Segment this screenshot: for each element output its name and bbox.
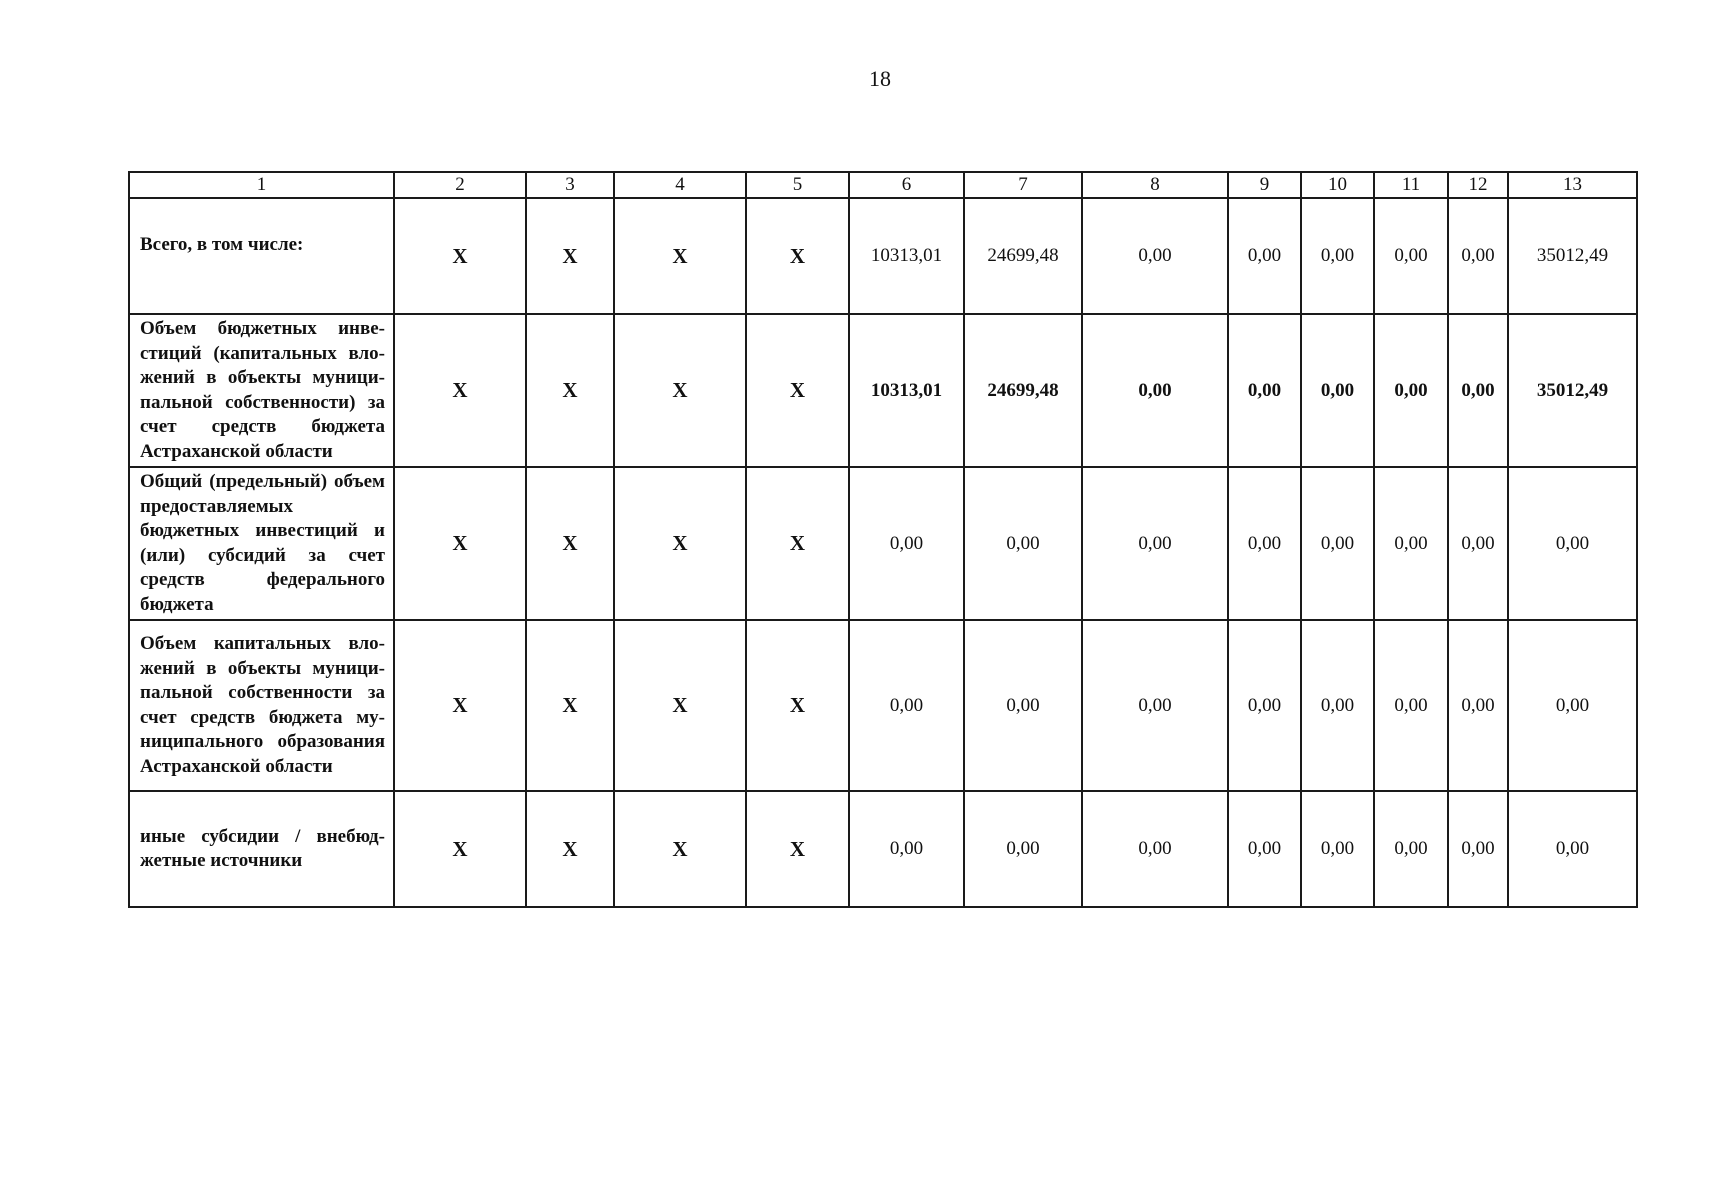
table-cell: 0,00: [1374, 198, 1448, 314]
table-row-federal-budget: [129, 467, 1637, 620]
table-cell: 35012,49: [1508, 314, 1637, 467]
column-header: 3: [526, 172, 614, 198]
table-cell: 10313,01: [849, 314, 964, 467]
column-header: 5: [746, 172, 849, 198]
header-row: [129, 172, 1637, 198]
table-cell: X: [614, 467, 746, 620]
table-cell: X: [614, 620, 746, 791]
table-cell: X: [614, 314, 746, 467]
table-cell: X: [614, 791, 746, 907]
table-cell: 0,00: [849, 467, 964, 620]
table-cell: 0,00: [1082, 791, 1228, 907]
table-cell: 0,00: [1301, 314, 1374, 467]
table-cell: 0,00: [964, 791, 1082, 907]
table-cell: 0,00: [1508, 467, 1637, 620]
table-row-regional-budget: [129, 314, 1637, 467]
table-cell: 0,00: [849, 791, 964, 907]
table-cell: 0,00: [1448, 620, 1508, 791]
table-cell: X: [746, 467, 849, 620]
table-cell: 24699,48: [964, 314, 1082, 467]
table-cell: 0,00: [1228, 620, 1301, 791]
table-cell: X: [746, 198, 849, 314]
column-header: 2: [394, 172, 526, 198]
table-cell: 24699,48: [964, 198, 1082, 314]
table-cell: X: [526, 791, 614, 907]
table-row-total: [129, 198, 1637, 314]
table-cell: 35012,49: [1508, 198, 1637, 314]
table-cell: X: [746, 620, 849, 791]
table-cell: 0,00: [1082, 198, 1228, 314]
row-label: Объем капитальных вложений в объекты муниципальной собственности за счет средств бюджета муниципального образования Астраханской области: [129, 620, 394, 791]
table-cell: 0,00: [1374, 620, 1448, 791]
column-header: 7: [964, 172, 1082, 198]
table-cell: 0,00: [1301, 467, 1374, 620]
row-label: Всего, в том числе:: [129, 198, 394, 314]
row-label: Объем бюджетных инвестиций (капитальных вложений в объекты муниципальной собственности) за счет средств бюджета Астраханской области: [129, 314, 394, 467]
row-label: иные субсидии / внебюджетные источники: [129, 791, 394, 907]
table-cell: 0,00: [849, 620, 964, 791]
table-cell: 0,00: [1082, 467, 1228, 620]
column-header: 1: [129, 172, 394, 198]
column-header: 10: [1301, 172, 1374, 198]
page-number: 18: [869, 66, 891, 91]
column-header: 9: [1228, 172, 1301, 198]
table-cell: 0,00: [1082, 314, 1228, 467]
table-cell: 0,00: [1448, 198, 1508, 314]
table-cell: 0,00: [1374, 791, 1448, 907]
table-cell: X: [746, 314, 849, 467]
table-cell: 0,00: [964, 620, 1082, 791]
table-cell: X: [394, 467, 526, 620]
table-cell: X: [746, 791, 849, 907]
table-cell: X: [394, 791, 526, 907]
table-cell: X: [526, 314, 614, 467]
table-row-municipal-budget: [129, 620, 1637, 791]
table-cell: 0,00: [1448, 791, 1508, 907]
column-header: 12: [1448, 172, 1508, 198]
table-cell: 0,00: [1228, 198, 1301, 314]
table-cell: 0,00: [1508, 791, 1637, 907]
column-header: 11: [1374, 172, 1448, 198]
table-cell: 0,00: [1301, 198, 1374, 314]
table-cell: 0,00: [1228, 467, 1301, 620]
table-cell: X: [394, 314, 526, 467]
table-cell: 0,00: [1301, 791, 1374, 907]
table-cell: 0,00: [964, 467, 1082, 620]
table-cell: 0,00: [1508, 620, 1637, 791]
budget-table: [128, 171, 1638, 908]
column-header: 8: [1082, 172, 1228, 198]
table-cell: 0,00: [1228, 791, 1301, 907]
table-cell: 0,00: [1448, 314, 1508, 467]
table-cell: X: [526, 198, 614, 314]
table-cell: 0,00: [1374, 314, 1448, 467]
table-cell: 0,00: [1374, 467, 1448, 620]
table-cell: X: [394, 198, 526, 314]
table-cell: 0,00: [1301, 620, 1374, 791]
table-row-other-sources: [129, 791, 1637, 907]
column-header: 6: [849, 172, 964, 198]
table-cell: 10313,01: [849, 198, 964, 314]
column-header: 13: [1508, 172, 1637, 198]
table-cell: X: [394, 620, 526, 791]
table-cell: X: [526, 620, 614, 791]
column-header: 4: [614, 172, 746, 198]
table-cell: 0,00: [1082, 620, 1228, 791]
table-cell: X: [526, 467, 614, 620]
table-cell: 0,00: [1228, 314, 1301, 467]
row-label: Общий (предельный) объем предоставляемых бюджетных инвестиций и (или) субсидий за счет средств федерального бюджета: [129, 467, 394, 620]
table-cell: 0,00: [1448, 467, 1508, 620]
table-cell: X: [614, 198, 746, 314]
